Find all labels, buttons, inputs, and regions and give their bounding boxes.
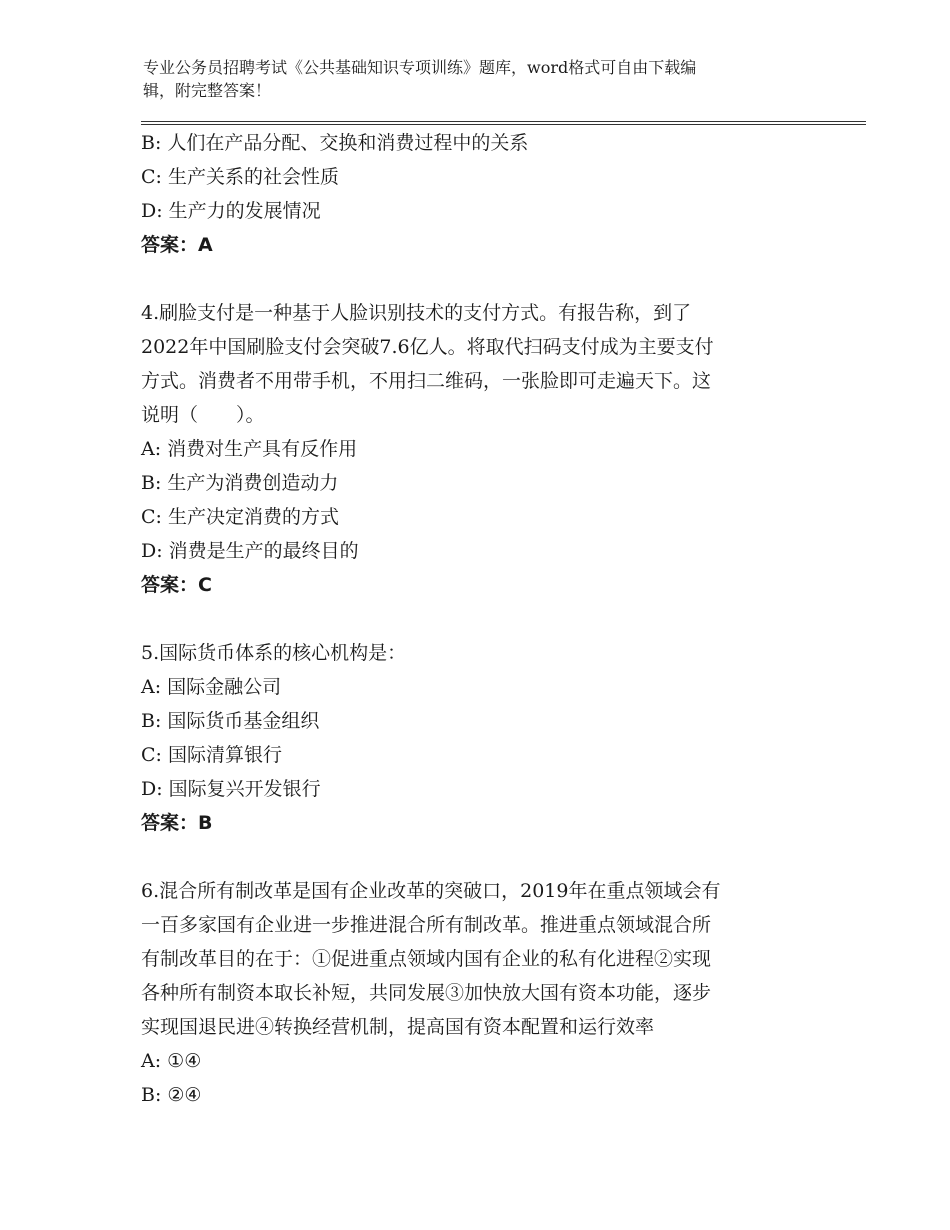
header-rule-bottom xyxy=(141,124,866,125)
option-d: D: 国际复兴开发银行 xyxy=(141,778,321,800)
question-stem-line: 4.刷脸支付是一种基于人脸识别技术的支付方式。有报告称，到了 xyxy=(141,302,692,324)
option-d: D: 生产力的发展情况 xyxy=(141,200,321,222)
question-stem-line: 2022年中国刷脸支付会突破7.6亿人。将取代扫码支付成为主要支付 xyxy=(141,336,714,358)
question-content xyxy=(141,126,866,1112)
question-stem-line: 各种所有制资本取长补短，共同发展③加快放大国有资本功能，逐步 xyxy=(141,982,712,1004)
question-stem-line: 实现国退民进④转换经营机制，提高国有资本配置和运行效率 xyxy=(141,1016,655,1038)
answer-line: 答案：B xyxy=(141,812,213,834)
option-b: B: 人们在产品分配、交换和消费过程中的关系 xyxy=(141,132,529,154)
header-line-2: 辑，附完整答案！ xyxy=(143,81,272,100)
document-header xyxy=(143,56,843,102)
option-c: C: 生产关系的社会性质 xyxy=(141,166,339,188)
question-stem-line: 说明（ ）。 xyxy=(141,404,265,426)
option-b: B: 生产为消费创造动力 xyxy=(141,472,339,494)
option-a: A: 消费对生产具有反作用 xyxy=(141,438,358,460)
option-c: C: 生产决定消费的方式 xyxy=(141,506,339,528)
header-rule-top xyxy=(141,121,866,122)
question-4 xyxy=(141,296,866,602)
option-c: C: 国际清算银行 xyxy=(141,744,282,766)
option-a: A: 国际金融公司 xyxy=(141,676,282,698)
question-6 xyxy=(141,874,866,1112)
header-line-1: 专业公务员招聘考试《公共基础知识专项训练》题库，word格式可自由下载编 xyxy=(143,58,697,77)
question-stem-line: 5.国际货币体系的核心机构是： xyxy=(141,642,407,664)
question-stem-line: 6.混合所有制改革是国有企业改革的突破口，2019年在重点领域会有 xyxy=(141,880,721,902)
option-a: A: ①④ xyxy=(141,1050,202,1072)
prev-question-block xyxy=(141,126,866,262)
question-5 xyxy=(141,636,866,840)
question-stem-line: 方式。消费者不用带手机，不用扫二维码，一张脸即可走遍天下。这 xyxy=(141,370,712,392)
option-d: D: 消费是生产的最终目的 xyxy=(141,540,359,562)
option-b: B: ②④ xyxy=(141,1084,202,1106)
question-stem-line: 有制改革目的在于：①促进重点领域内国有企业的私有化进程②实现 xyxy=(141,948,712,970)
question-stem-line: 一百多家国有企业进一步推进混合所有制改革。推进重点领域混合所 xyxy=(141,914,712,936)
option-b: B: 国际货币基金组织 xyxy=(141,710,320,732)
answer-line: 答案：C xyxy=(141,574,212,596)
answer-line: 答案：A xyxy=(141,234,213,256)
